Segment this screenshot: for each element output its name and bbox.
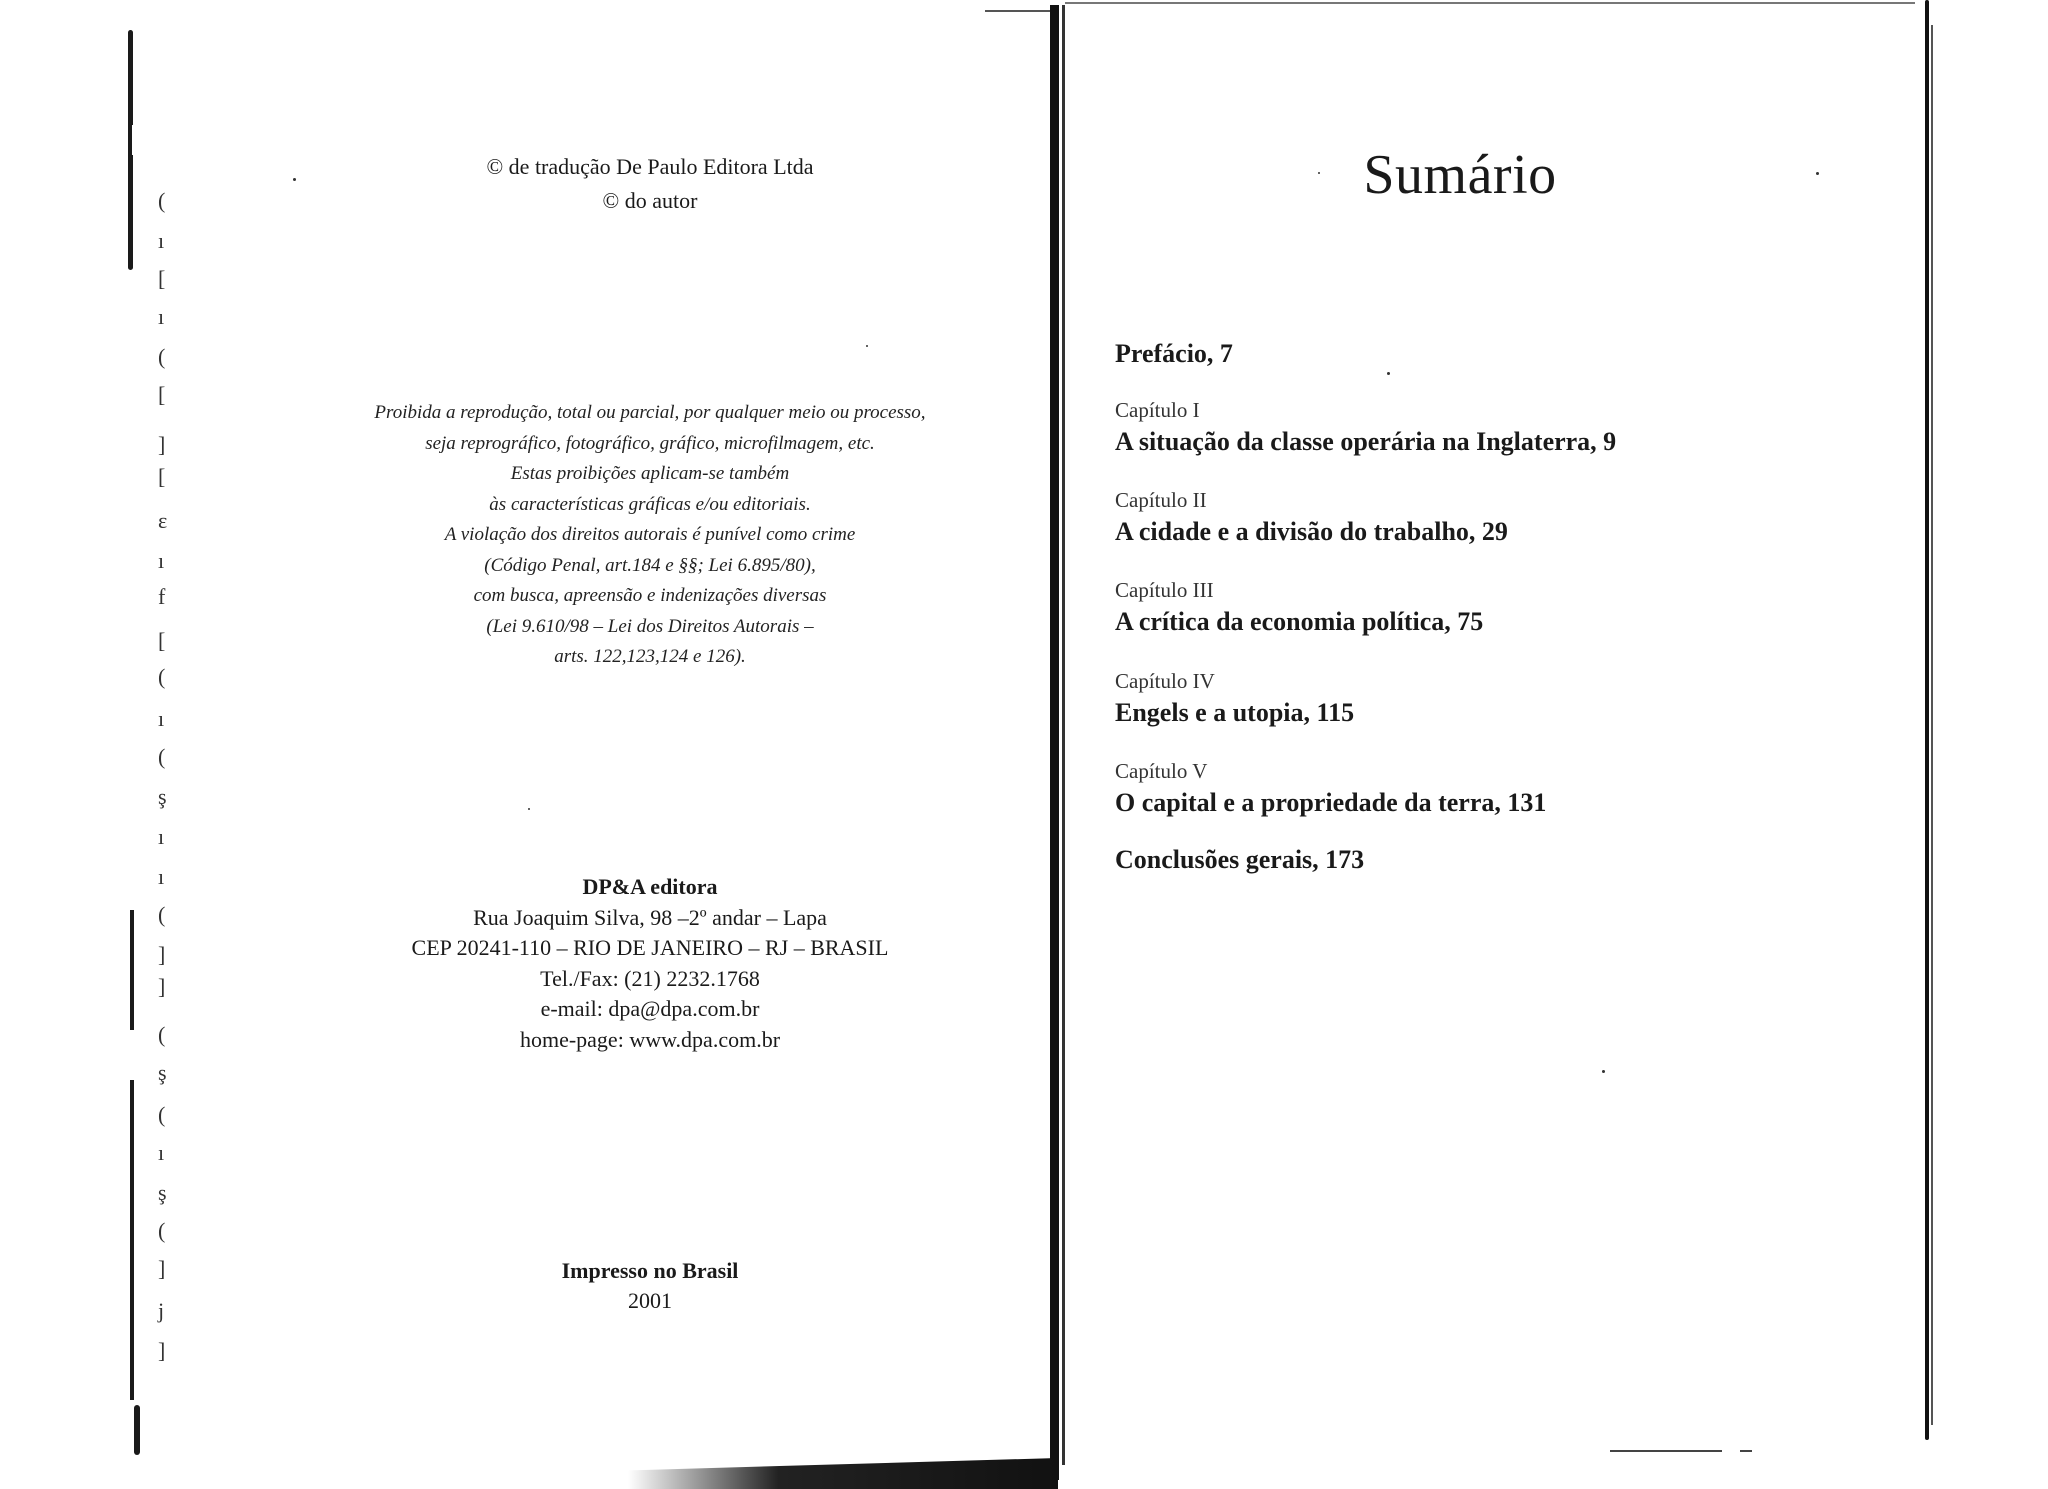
page-bottom-edge [1740,1450,1752,1452]
scan-speck [528,808,530,810]
edge-mark [132,125,136,155]
notice-line: arts. 122,123,124 e 126). [554,646,746,667]
toc-chapter-label: Capítulo IV [1115,669,1215,693]
imprint-block [300,1256,1000,1316]
toc-entry-chapter-1: A situação da classe operária na Inglaterra, 9 [1115,427,1617,456]
publisher-name: DP&A editora [582,874,718,899]
publisher-block [300,872,1000,1055]
book-gutter [1050,5,1059,1480]
table-of-contents-title: Sumário [1363,144,1557,206]
toc-chapter-label: Capítulo V [1115,759,1208,783]
publisher-email: e-mail: dpa@dpa.com.br [540,996,760,1021]
page-right-edge-shadow [1931,25,1933,1425]
notice-line: Proibida a reprodução, total ou parcial, por qualquer meio ou processo, [374,402,926,423]
scan-speck [1602,1070,1605,1073]
toc-entry-conclusions: Conclusões gerais, 173 [1115,845,1365,874]
reproduction-notice [330,398,970,673]
printed-in: Impresso no Brasil [561,1258,739,1283]
scan-top-rule [985,10,1055,12]
toc-entry-chapter-3: A crítica da economia política, 75 [1115,607,1484,636]
scan-speck [1816,172,1819,175]
translation-copyright: © de tradução De Paulo Editora Ltda [486,154,814,179]
notice-line: (Lei 9.610/98 – Lei dos Direitos Autorais – [486,615,814,637]
scan-speck [1318,172,1320,174]
author-copyright: © do autor [602,188,698,213]
publisher-address: Rua Joaquim Silva, 98 –2º andar – Lapa [473,904,827,930]
scan-speck [1387,372,1390,375]
page-top-edge [1065,2,1915,4]
edge-mark [134,1405,140,1455]
notice-line: seja reprográfico, fotográfico, gráfico, microfilmagem, etc. [425,432,875,454]
publication-year: 2001 [628,1288,672,1313]
toc-entry-chapter-2: A cidade e a divisão do trabalho, 29 [1115,517,1508,546]
publisher-cep: CEP 20241-110 – RIO DE JANEIRO – RJ – BRASIL [411,935,889,960]
publisher-homepage: home-page: www.dpa.com.br [519,1026,781,1052]
notice-line: às características gráficas e/ou editoriais. [489,493,811,515]
page-bottom-edge [1610,1450,1722,1452]
toc-entry-preface: Prefácio, 7 [1115,339,1233,368]
edge-mark [130,1080,134,1400]
toc-chapter-label: Capítulo II [1115,488,1207,512]
scanned-page-edge: ( ı [ ı ( [ ] [ ε ı f [ ( ı ( ş ı ı ( ] ] ( ş ( ı ş ( ] j ] [118,10,208,1470]
toc-entry-chapter-4: Engels e a utopia, 115 [1115,698,1355,727]
publisher-phone: Tel./Fax: (21) 2232.1768 [540,965,760,991]
notice-line: com busca, apreensão e indenizações diversas [473,585,827,606]
edge-mark [130,910,134,1030]
toc-chapter-label: Capítulo I [1115,398,1200,422]
book-gutter-shadow [1062,5,1065,1465]
page-right-edge [1925,0,1929,1440]
notice-line: Estas proibições aplicam-se também [510,463,790,484]
notice-line: A violação dos direitos autorais é punível como crime [444,524,856,545]
scan-speck [866,345,868,347]
scan-speck [293,178,296,181]
notice-line: (Código Penal, art.184 e §§; Lei 6.895/80), [484,554,816,576]
toc-chapter-label: Capítulo III [1115,578,1214,602]
toc-entry-chapter-5: O capital e a propriedade da terra, 131 [1115,788,1547,817]
